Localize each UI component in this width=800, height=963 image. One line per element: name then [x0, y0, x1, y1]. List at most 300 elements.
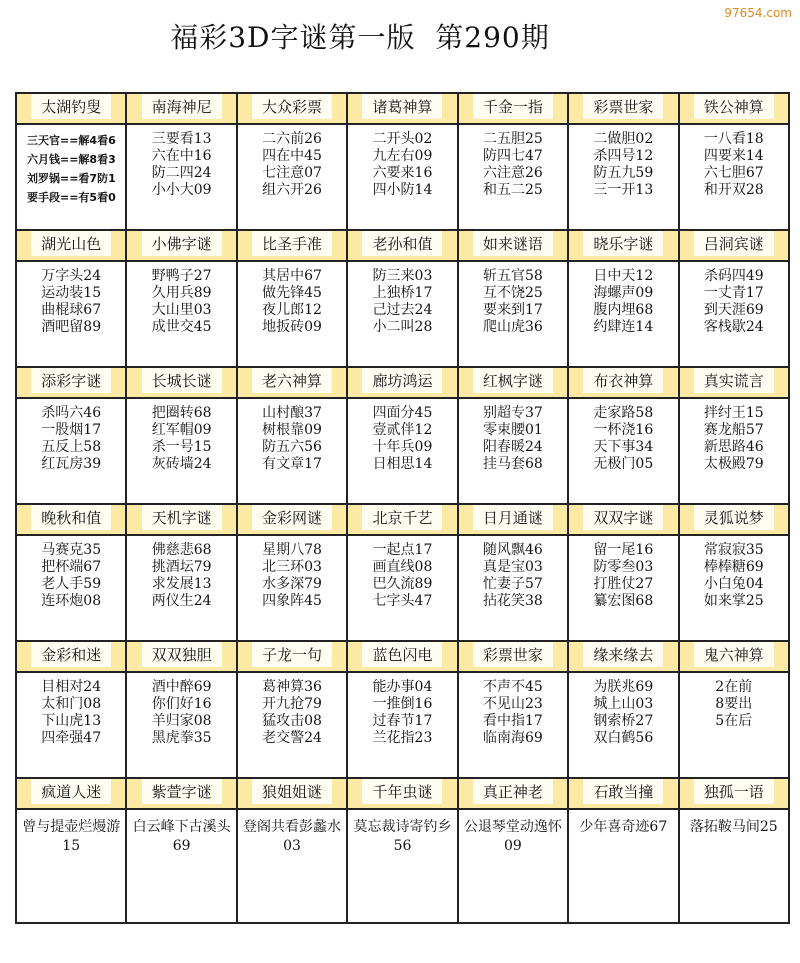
riddle-lines	[17, 399, 125, 473]
expert-name: 长城长谜	[142, 368, 222, 393]
riddle-lines	[569, 673, 677, 747]
riddle-line: 如来掌25	[703, 593, 764, 609]
riddle-line: 留一尾16	[593, 542, 654, 558]
riddle-line: 客栈歇24	[703, 319, 764, 335]
riddle-line: 开九抢79	[262, 696, 322, 712]
column-header-cell	[126, 230, 236, 261]
expert-name: 蓝色闪电	[362, 642, 442, 667]
expert-name: 诸葛神算	[362, 94, 442, 119]
riddle-line: 画直线08	[372, 559, 433, 575]
riddle-line: 随风飘46	[482, 542, 543, 558]
expert-name: 千金一指	[473, 94, 553, 119]
riddle-line: 野鸭子27	[151, 268, 212, 284]
column-header-cell	[16, 778, 126, 809]
riddle-line: 钢索桥27	[593, 713, 654, 729]
riddle-line: 莫忘裁诗寄钓乡56	[353, 819, 452, 854]
riddle-line: 挑酒坛79	[151, 559, 212, 575]
riddle-cell	[126, 398, 236, 504]
riddle-line: 2在前	[715, 679, 753, 695]
header-row	[16, 641, 789, 672]
riddle-cell	[16, 672, 126, 778]
riddle-line: 星期八78	[262, 542, 322, 558]
column-header-cell	[679, 641, 789, 672]
riddle-lines	[17, 262, 125, 336]
riddle-line: 七注意07	[262, 165, 322, 181]
riddle-lines	[238, 536, 346, 610]
riddle-cell	[347, 535, 457, 641]
expert-name: 狼姐姐谜	[252, 779, 332, 804]
riddle-line: 白云峰下古溪头69	[132, 819, 231, 854]
riddle-line: 目相对24	[41, 679, 102, 695]
riddle-cell	[458, 672, 568, 778]
riddle-line: 纂宏图68	[593, 593, 654, 609]
riddle-line: 拈花笑38	[482, 593, 543, 609]
expert-name: 小佛字谜	[142, 231, 222, 256]
column-header-cell	[347, 504, 457, 535]
riddle-lines	[348, 125, 456, 199]
expert-name: 真正神老	[473, 779, 553, 804]
riddle-line: 不见山23	[482, 696, 543, 712]
riddle-line: 一杯浇16	[593, 422, 654, 438]
riddle-line: 天下事34	[593, 439, 654, 455]
expert-name: 日月通谜	[473, 505, 553, 530]
riddle-cell	[126, 535, 236, 641]
riddle-lines	[680, 125, 788, 199]
column-header-cell	[237, 230, 347, 261]
riddle-lines	[680, 399, 788, 473]
riddle-line: 落拓鞍马间25	[689, 819, 778, 835]
riddle-line: 城上山03	[593, 696, 654, 712]
riddle-line: 六注意26	[482, 165, 543, 181]
column-header-cell	[568, 230, 678, 261]
column-header-cell	[568, 778, 678, 809]
riddle-line: 葛神算36	[262, 679, 322, 695]
column-header-cell	[126, 367, 236, 398]
column-header-cell	[237, 641, 347, 672]
riddle-line: 六在中16	[151, 148, 212, 164]
expert-name: 北京千艺	[362, 505, 442, 530]
expert-name: 比圣手准	[252, 231, 332, 256]
riddle-line: 二做胆02	[593, 131, 654, 147]
riddle-lines	[459, 125, 567, 199]
page-title: 福彩3D字谜第一版 第290期	[170, 21, 550, 54]
content-row	[16, 672, 789, 778]
riddle-line: 少年喜奇迹67	[579, 819, 668, 835]
riddle-line: 杀吗六46	[41, 405, 102, 421]
riddle-line: 拌纣王15	[703, 405, 764, 421]
riddle-line: 过春节17	[372, 713, 433, 729]
riddle-line: 佛慈悲68	[151, 542, 212, 558]
riddle-cell	[679, 124, 789, 230]
riddle-line: 四牵强47	[41, 730, 102, 746]
expert-name: 如来谜语	[473, 231, 553, 256]
riddle-line: 四象阵45	[262, 593, 322, 609]
riddle-line: 5在后	[715, 713, 753, 729]
riddle-line: 老人手59	[41, 576, 102, 592]
column-header-cell	[126, 504, 236, 535]
riddle-line: 十年兵09	[372, 439, 433, 455]
riddle-line: 四面分45	[372, 405, 433, 421]
riddle-cell	[458, 809, 568, 923]
riddle-line: 小白兔04	[703, 576, 764, 592]
riddle-line: 8要出	[715, 696, 753, 712]
riddle-lines	[459, 536, 567, 610]
riddle-line: 日中天12	[593, 268, 654, 284]
riddle-line: 登阁共看彭蠡水03	[243, 819, 342, 854]
riddle-line: 杀码四49	[703, 268, 764, 284]
riddle-cell	[568, 398, 678, 504]
riddle-cell	[458, 535, 568, 641]
riddle-line: 其居中67	[262, 268, 322, 284]
riddle-line: 爬山虎36	[482, 319, 543, 335]
riddle-cell	[679, 261, 789, 367]
riddle-line: 壹贰伴12	[372, 422, 433, 438]
content-row	[16, 124, 789, 230]
riddle-line: 公退琴堂动逸怀09	[463, 819, 562, 854]
riddle-lines	[459, 262, 567, 336]
riddle-lines	[348, 399, 456, 473]
riddle-cell	[347, 261, 457, 367]
riddle-line: 走家路58	[593, 405, 654, 421]
riddle-lines	[238, 673, 346, 747]
expert-name: 灵狐说梦	[694, 505, 774, 530]
expert-name: 缘来缘去	[583, 642, 663, 667]
riddle-lines	[459, 673, 567, 747]
column-header-cell	[237, 93, 347, 124]
riddle-line: 水多深79	[262, 576, 322, 592]
riddle-line: 打胜仗27	[593, 576, 654, 592]
riddle-lines	[569, 399, 677, 473]
riddle-line: 山村酿37	[262, 405, 322, 421]
riddle-cell	[237, 261, 347, 367]
expert-name: 老六神算	[252, 368, 332, 393]
riddle-cell	[679, 398, 789, 504]
expert-name: 独孤一语	[694, 779, 774, 804]
riddle-lines	[348, 673, 456, 747]
riddle-cell	[568, 535, 678, 641]
riddle-lines	[17, 536, 125, 610]
expert-name: 天机字谜	[142, 505, 222, 530]
riddle-line: 把杯端67	[41, 559, 102, 575]
header-row	[16, 504, 789, 535]
riddle-cell	[16, 809, 126, 923]
expert-name: 廊坊鸿运	[362, 368, 442, 393]
riddle-cell	[126, 261, 236, 367]
riddle-lines	[348, 536, 456, 610]
riddle-line: 防三来03	[372, 268, 433, 284]
column-header-cell	[679, 504, 789, 535]
riddle-line: 酒中醉69	[151, 679, 212, 695]
riddle-line: 赛龙船57	[703, 422, 764, 438]
riddle-lines	[569, 125, 677, 199]
riddle-lines	[680, 673, 788, 730]
riddle-lines	[17, 125, 125, 207]
riddle-line: 组六开26	[262, 182, 322, 198]
column-header-cell	[458, 367, 568, 398]
riddle-line: 连环炮08	[41, 593, 102, 609]
riddle-line: 四在中45	[262, 148, 322, 164]
riddle-line: 猛攻击08	[262, 713, 322, 729]
column-header-cell	[679, 93, 789, 124]
riddle-line: 棒棒糖69	[703, 559, 764, 575]
expert-name: 疯道人迷	[31, 779, 111, 804]
riddle-line: 一起点17	[372, 542, 433, 558]
riddle-cell	[237, 398, 347, 504]
riddle-line: 红瓦房39	[41, 456, 102, 472]
riddle-line: 黑虎拳35	[151, 730, 212, 746]
riddle-lines	[459, 399, 567, 473]
riddle-line: 曾与提壶烂熳游15	[22, 819, 121, 854]
expert-name: 添彩字谜	[31, 368, 111, 393]
column-header-cell	[16, 93, 126, 124]
riddle-line: 二开头02	[372, 131, 433, 147]
riddle-lines	[348, 810, 456, 856]
riddle-line: 杀四号12	[593, 148, 654, 164]
column-header-cell	[679, 367, 789, 398]
riddle-cell	[458, 261, 568, 367]
riddle-line: 防四七47	[482, 148, 543, 164]
riddle-cell	[237, 535, 347, 641]
riddle-line: 一八看18	[703, 131, 764, 147]
column-header-cell	[347, 367, 457, 398]
riddle-line: 杀一号15	[151, 439, 212, 455]
riddle-line: 零束腰01	[482, 422, 543, 438]
expert-name: 鬼六神算	[694, 642, 774, 667]
riddle-cell	[126, 809, 236, 923]
expert-name: 老孙和值	[362, 231, 442, 256]
riddle-line: 到天涯69	[703, 302, 764, 318]
column-header-cell	[568, 367, 678, 398]
expert-name: 金彩和迷	[31, 642, 111, 667]
riddle-lines	[127, 262, 235, 336]
riddle-line: 临南海69	[482, 730, 543, 746]
riddle-cell	[237, 124, 347, 230]
riddle-line: 己过去24	[372, 302, 433, 318]
riddle-line: 两仪生24	[151, 593, 212, 609]
riddle-line: 别超专37	[482, 405, 543, 421]
riddle-cell	[16, 261, 126, 367]
riddle-line: 羊归家08	[151, 713, 212, 729]
riddle-line: 互不饶25	[482, 285, 543, 301]
riddle-cell	[679, 672, 789, 778]
riddle-line: 三一开13	[593, 182, 654, 198]
riddle-lines	[238, 810, 346, 856]
riddle-line: 看中指17	[482, 713, 543, 729]
riddle-lines	[17, 673, 125, 747]
expert-name: 真实谎言	[694, 368, 774, 393]
riddle-line: 成世交45	[151, 319, 212, 335]
riddle-lines	[680, 262, 788, 336]
riddle-lines	[569, 262, 677, 336]
riddle-line: 九左右09	[372, 148, 433, 164]
riddle-lines	[127, 810, 235, 856]
riddle-cell	[126, 672, 236, 778]
riddle-line: 兰花指23	[372, 730, 433, 746]
riddle-cell	[237, 672, 347, 778]
column-header-cell	[16, 641, 126, 672]
riddle-line: 二五胆25	[482, 131, 543, 147]
column-header-cell	[458, 641, 568, 672]
riddle-cell	[458, 398, 568, 504]
riddle-line: 不声不45	[482, 679, 543, 695]
riddle-line: 四要来14	[703, 148, 764, 164]
column-header-cell	[16, 367, 126, 398]
riddle-line: 六要来16	[372, 165, 433, 181]
riddle-line: 常寂寂35	[703, 542, 764, 558]
expert-name: 彩票世家	[473, 642, 553, 667]
content-row	[16, 535, 789, 641]
riddle-lines	[127, 536, 235, 610]
riddle-line: 一丈青17	[703, 285, 764, 301]
expert-name: 布衣神算	[583, 368, 663, 393]
riddle-line: 运动装15	[41, 285, 102, 301]
column-header-cell	[458, 778, 568, 809]
riddle-line: 一推倒16	[372, 696, 433, 712]
header-row	[16, 93, 789, 124]
riddle-line: 太极殿79	[703, 456, 764, 472]
riddle-cell	[126, 124, 236, 230]
riddle-cell	[347, 672, 457, 778]
riddle-lines	[238, 262, 346, 336]
riddle-line: 约肆连14	[593, 319, 654, 335]
riddle-line: 巴久流89	[372, 576, 433, 592]
riddle-line: 三天官==解4看6	[27, 134, 116, 147]
watermark: 97654.com	[724, 6, 792, 20]
riddle-line: 要来到17	[482, 302, 543, 318]
riddle-line: 老交警24	[262, 730, 322, 746]
riddle-line: 海螺声09	[593, 285, 654, 301]
riddle-line: 阳春暖24	[482, 439, 543, 455]
column-header-cell	[237, 504, 347, 535]
riddle-line: 二六前26	[262, 131, 322, 147]
riddle-line: 酒吧留89	[41, 319, 102, 335]
riddle-line: 六月钱==解8看3	[27, 153, 116, 166]
riddle-line: 忙妻子57	[482, 576, 543, 592]
riddle-line: 要手段==有5看0	[27, 191, 116, 204]
riddle-line: 马赛克35	[41, 542, 102, 558]
riddle-grid	[15, 92, 790, 924]
riddle-line: 下山虎13	[41, 713, 102, 729]
riddle-line: 四小防14	[372, 182, 433, 198]
riddle-cell	[347, 398, 457, 504]
riddle-line: 和开双28	[703, 182, 764, 198]
riddle-cell	[347, 124, 457, 230]
content-row	[16, 261, 789, 367]
expert-name: 双双字谜	[583, 505, 663, 530]
riddle-lines	[348, 262, 456, 336]
header-row	[16, 778, 789, 809]
riddle-cell	[458, 124, 568, 230]
riddle-line: 万字头24	[41, 268, 102, 284]
riddle-lines	[459, 810, 567, 856]
column-header-cell	[679, 778, 789, 809]
header-row	[16, 367, 789, 398]
riddle-lines	[127, 399, 235, 473]
riddle-line: 双白鹤56	[593, 730, 654, 746]
riddle-line: 斩五官58	[482, 268, 543, 284]
riddle-lines	[569, 810, 677, 837]
riddle-lines	[238, 399, 346, 473]
column-header-cell	[458, 93, 568, 124]
column-header-cell	[568, 504, 678, 535]
riddle-cell	[679, 809, 789, 923]
riddle-line: 挂马套68	[482, 456, 543, 472]
column-header-cell	[126, 641, 236, 672]
riddle-cell	[16, 398, 126, 504]
riddle-lines	[127, 125, 235, 199]
column-header-cell	[16, 230, 126, 261]
expert-name: 千年虫谜	[362, 779, 442, 804]
riddle-line: 上独桥17	[372, 285, 433, 301]
riddle-line: 求发展13	[151, 576, 212, 592]
riddle-line: 为朕兆69	[593, 679, 654, 695]
riddle-lines	[680, 810, 788, 837]
column-header-cell	[347, 641, 457, 672]
column-header-cell	[568, 93, 678, 124]
content-row	[16, 398, 789, 504]
riddle-line: 防零叁03	[593, 559, 654, 575]
riddle-lines	[238, 125, 346, 199]
expert-name: 晚秋和值	[31, 505, 111, 530]
riddle-line: 大山里03	[151, 302, 212, 318]
riddle-line: 六七胆67	[703, 165, 764, 181]
header-row	[16, 230, 789, 261]
riddle-line: 树根靠09	[262, 422, 322, 438]
expert-name: 吕洞宾谜	[694, 231, 774, 256]
expert-name: 晓乐字谜	[583, 231, 663, 256]
riddle-line: 无极门05	[593, 456, 654, 472]
riddle-lines	[17, 810, 125, 856]
riddle-line: 腹内埋68	[593, 302, 654, 318]
riddle-line: 你们好16	[151, 696, 212, 712]
column-header-cell	[237, 778, 347, 809]
riddle-line: 一股烟17	[41, 422, 102, 438]
expert-name: 湖光山色	[31, 231, 111, 256]
riddle-line: 太和门08	[41, 696, 102, 712]
riddle-line: 灰砖墙24	[151, 456, 212, 472]
riddle-lines	[569, 536, 677, 610]
riddle-line: 小小大09	[151, 182, 212, 198]
riddle-cell	[679, 535, 789, 641]
expert-name: 双双独胆	[142, 642, 222, 667]
riddle-lines	[680, 536, 788, 610]
riddle-line: 和五二25	[482, 182, 543, 198]
riddle-line: 夜儿郎12	[262, 302, 322, 318]
column-header-cell	[16, 504, 126, 535]
column-header-cell	[568, 641, 678, 672]
riddle-line: 五反上58	[41, 439, 102, 455]
riddle-line: 防五六56	[262, 439, 322, 455]
expert-name: 太湖钓叟	[31, 94, 111, 119]
riddle-line: 真是宝03	[482, 559, 543, 575]
column-header-cell	[458, 504, 568, 535]
riddle-line: 做先锋45	[262, 285, 322, 301]
riddle-cell	[16, 535, 126, 641]
expert-name: 子龙一句	[252, 642, 332, 667]
column-header-cell	[458, 230, 568, 261]
expert-name: 石敢当撞	[583, 779, 663, 804]
riddle-cell	[568, 672, 678, 778]
riddle-line: 防二四24	[151, 165, 212, 181]
riddle-line: 小二叫28	[372, 319, 433, 335]
riddle-line: 七字头47	[372, 593, 433, 609]
riddle-line: 红军帽09	[151, 422, 212, 438]
expert-name: 南海神尼	[142, 94, 222, 119]
riddle-line: 把圈转68	[151, 405, 212, 421]
expert-name: 紫萱字谜	[142, 779, 222, 804]
column-header-cell	[679, 230, 789, 261]
column-header-cell	[347, 93, 457, 124]
